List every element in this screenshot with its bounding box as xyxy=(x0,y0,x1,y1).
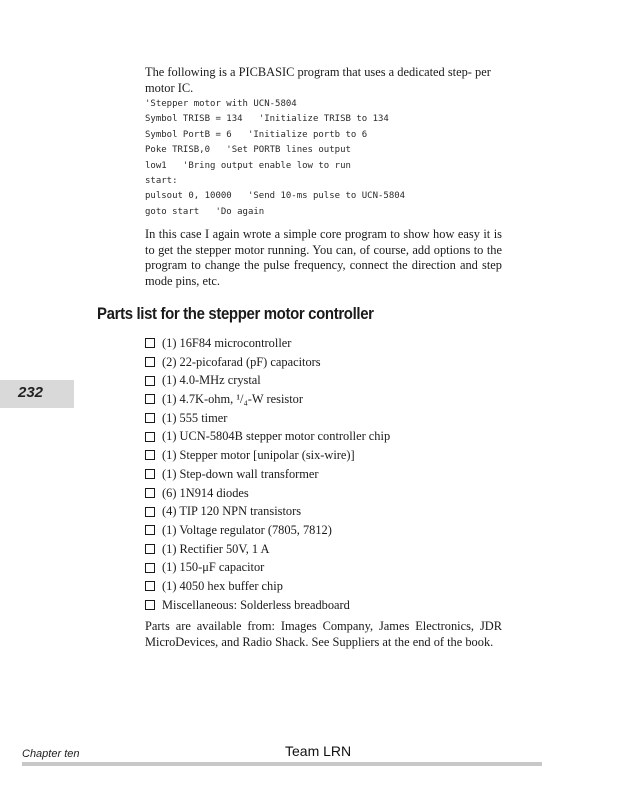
checkbox-icon xyxy=(145,581,155,591)
checkbox-icon xyxy=(145,600,155,610)
part-label: (1) Rectifier 50V, 1 A xyxy=(162,541,270,556)
checkbox-icon xyxy=(145,488,155,498)
part-label: Miscellaneous: Solderless breadboard xyxy=(162,597,350,612)
part-label: (1) 555 timer xyxy=(162,410,228,425)
checkbox-icon xyxy=(145,357,155,367)
checkbox-icon xyxy=(145,469,155,479)
code-line: Symbol TRISB = 134 'Initialize TRISB to 134 xyxy=(145,114,389,125)
parts-list-item xyxy=(145,596,390,615)
part-label: (6) 1N914 diodes xyxy=(162,485,249,500)
section-heading: Parts list for the stepper motor controller xyxy=(97,304,374,323)
parts-list-item xyxy=(145,390,390,409)
parts-list-item xyxy=(145,577,390,596)
parts-list-item xyxy=(145,427,390,446)
part-label: (2) 22-picofarad (pF) capacitors xyxy=(162,354,321,369)
checkbox-icon xyxy=(145,376,155,386)
code-line: low1 'Bring output enable low to run xyxy=(145,160,351,171)
part-label: (1) 4.0-MHz crystal xyxy=(162,373,261,388)
parts-list-item xyxy=(145,465,390,484)
parts-list-item xyxy=(145,484,390,503)
checkbox-icon xyxy=(145,394,155,404)
part-label: (1) Step-down wall transformer xyxy=(162,466,319,481)
parts-list-item xyxy=(145,371,390,390)
checkbox-icon xyxy=(145,525,155,535)
part-label: (4) TIP 120 NPN transistors xyxy=(162,504,302,519)
parts-list-item xyxy=(145,502,390,521)
code-listing xyxy=(145,97,505,220)
part-label: (1) 16F84 microcontroller xyxy=(162,336,292,350)
code-line: goto start 'Do again xyxy=(145,206,265,217)
code-line: 'Stepper motor with UCN-5804 xyxy=(145,99,297,109)
checkbox-icon xyxy=(145,507,155,517)
part-label: (1) 4050 hex buffer chip xyxy=(162,578,283,593)
code-line: Poke TRISB,0 'Set PORTB lines output xyxy=(145,145,351,156)
part-label: (1) Voltage regulator (7805, 7812) xyxy=(162,522,332,537)
code-line: start: xyxy=(145,175,178,186)
footer-watermark: Team LRN xyxy=(285,743,352,759)
checkbox-icon xyxy=(145,338,155,348)
parts-list-item xyxy=(145,409,390,428)
part-label: (1) 4.7K-ohm, ¹/₄-W resistor xyxy=(162,392,303,407)
parts-list-item xyxy=(145,446,390,465)
checkbox-icon xyxy=(145,563,155,573)
checkbox-icon xyxy=(145,450,155,460)
footer-rule xyxy=(22,762,542,766)
checkbox-icon xyxy=(145,413,155,423)
parts-list xyxy=(145,334,390,614)
intro-paragraph: The following is a PICBASIC program that uses a dedicated step- per motor IC. xyxy=(145,65,491,95)
part-label: (1) 150-μF capacitor xyxy=(162,560,265,575)
parts-list-item xyxy=(145,353,390,372)
page-number: 232 xyxy=(18,384,44,401)
parts-list-item xyxy=(145,540,390,559)
checkbox-icon xyxy=(145,432,155,442)
parts-list-item xyxy=(145,558,390,577)
part-label: (1) Stepper motor [unipolar (six-wire)] xyxy=(162,448,355,463)
footer-chapter-label: Chapter ten xyxy=(22,748,80,760)
code-line: Symbol PortB = 6 'Initialize portb to 6 xyxy=(145,129,368,140)
code-line: pulsout 0, 10000 'Send 10-ms pulse to UCN-5804 xyxy=(145,191,406,202)
checkbox-icon xyxy=(145,544,155,554)
body-paragraph: In this case I again wrote a simple core program to show how easy it is to get the stepper motor running. You can, of course, add options to the program to change the pulse frequency, connect the direction and step mode pins, etc. xyxy=(145,227,502,288)
parts-list-item xyxy=(145,334,390,353)
closing-paragraph: Parts are available from: Images Company, James Electronics, JDR MicroDevices, and Radio Shack. See Suppliers at the end of the book. xyxy=(145,619,502,649)
page-number-tab xyxy=(0,380,74,408)
parts-list-item xyxy=(145,521,390,540)
part-label: (1) UCN-5804B stepper motor controller chip xyxy=(162,429,391,444)
